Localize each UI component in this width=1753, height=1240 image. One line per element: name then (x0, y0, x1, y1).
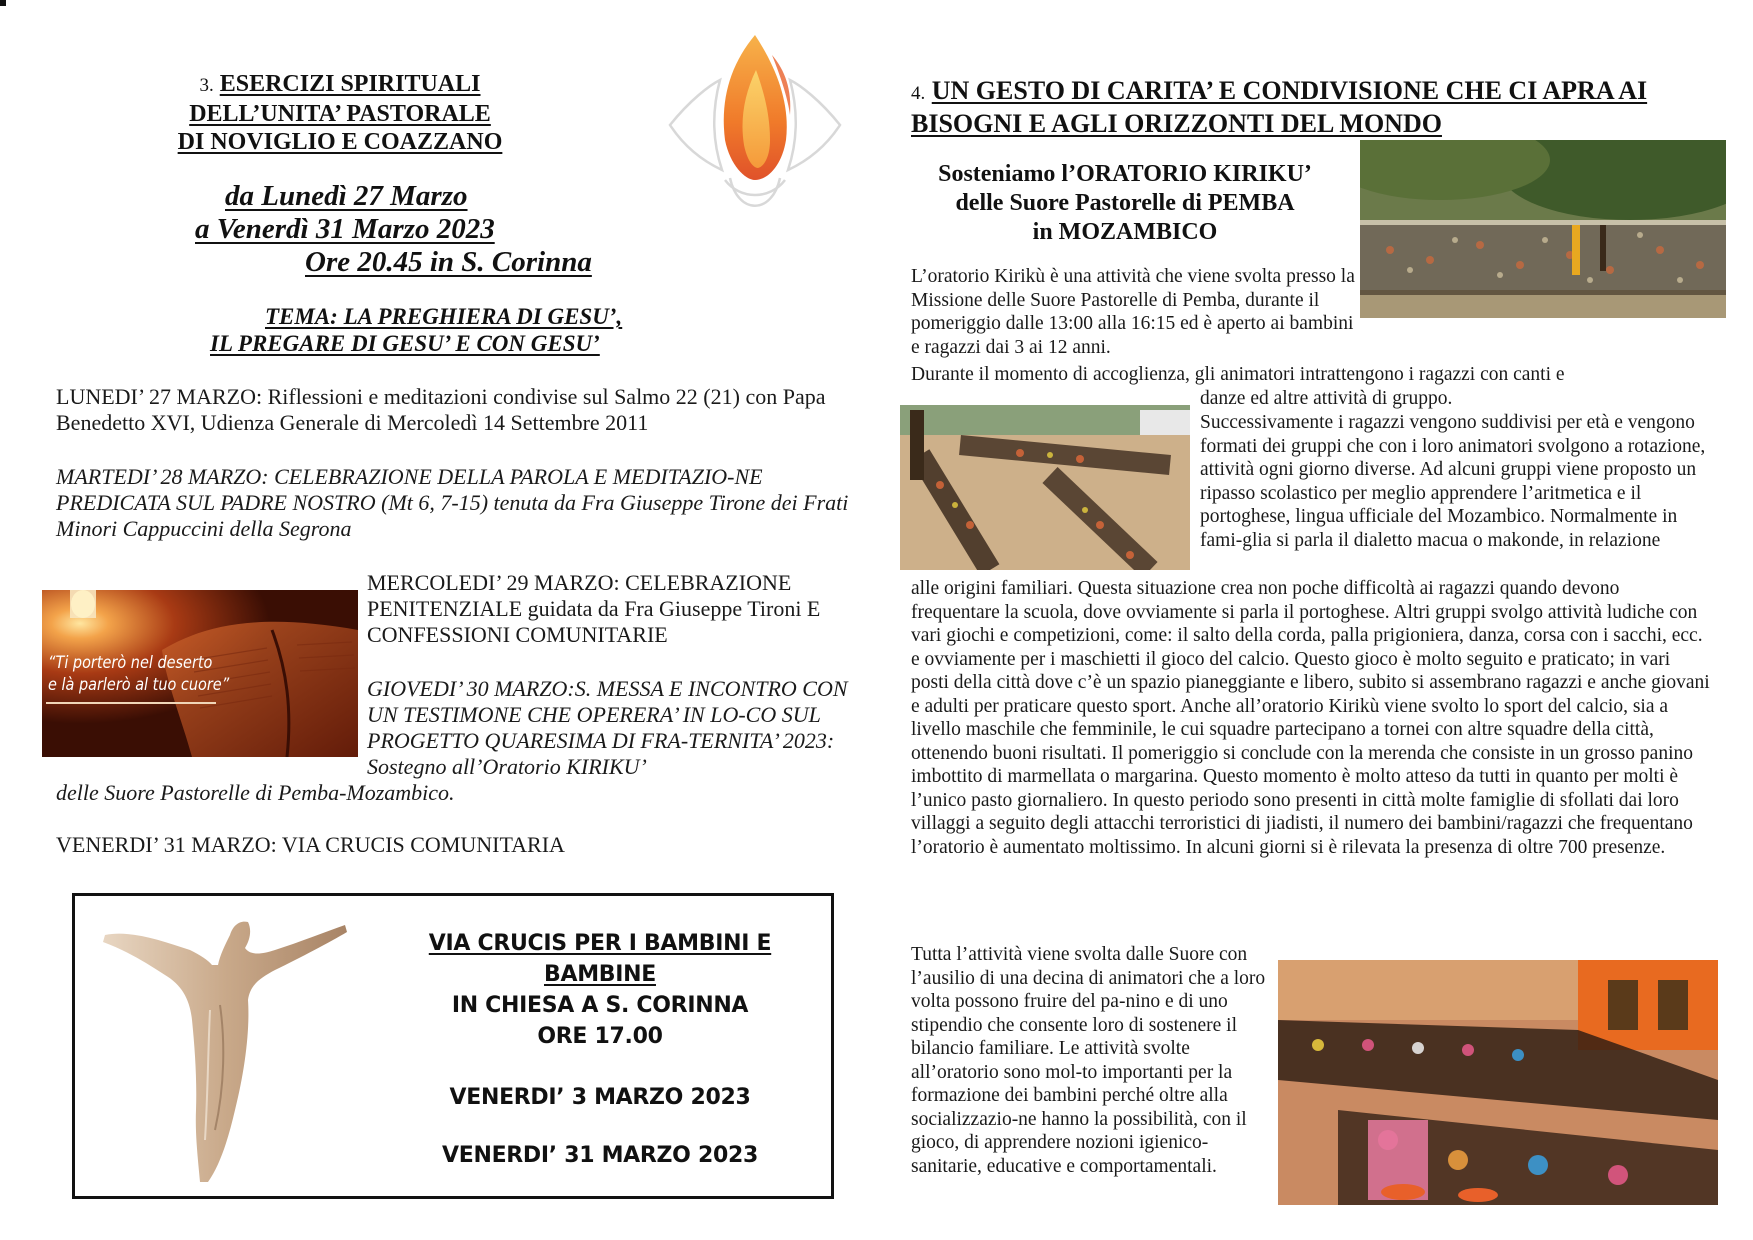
theme-line-2: IL PREGARE DI GESU’ E CON GESU’ (210, 331, 600, 356)
candle-quote (48, 652, 229, 696)
via-crucis-text (370, 928, 830, 1171)
subtitle-line-1: Sosteniamo l’ORATORIO KIRIKU’ (938, 161, 1312, 187)
via-crucis-time: ORE 17.00 (537, 1024, 663, 1049)
crucifix-icon (100, 910, 350, 1185)
body-paragraph-5: Tutta l’attività viene svolta dalle Suore con l’ausilio di una decina di animatori che a loro volta possono fruire del pa-nino e di uno stipendio che consente loro di sostenere il bilancio familiare. Le attività svolte all’oratorio sono mol-to importanti per la formazione dei bambini perché oltre alla socializzazio-ne hanno la possibilità, con il gioco, di apprendere nozioni igienico-sanitarie, educative e comportamentali. (911, 944, 1266, 1177)
body-paragraph-2-continued: danze ed altre attività di gruppo. (1200, 388, 1453, 409)
via-crucis-date-1: VENERDI’ 3 MARZO 2023 (449, 1085, 751, 1110)
section-4-number: 4. (911, 83, 926, 104)
via-crucis-location: IN CHIESA A S. CORINNA (451, 993, 749, 1018)
body-paragraph-3: Successivamente i ragazzi vengono suddivisi per età e vengono formati dei gruppi che con i loro animatori svolgono a rotazione, attività ogni giorno diverse. Ad alcuni gruppi viene proposto un ripasso scolastico per meglio apprendere l’aritmetica e il portoghese, lingua ufficiale del Mozambico. Normalmente in fami-glia si parla il dialetto macua o makonde, in relazione (1200, 412, 1706, 551)
candle-bible-photo (42, 590, 358, 757)
section-3-heading (150, 70, 530, 156)
section-4-heading (911, 76, 1711, 139)
section-3-number: 3. (199, 75, 214, 96)
program-tuesday: MARTEDI’ 28 MARZO: CELEBRAZIONE DELLA PAROLA E MEDITAZIO-NE PREDICATA SUL PADRE NOSTRO (Mt 6, 7-15) tenuta da Fra Giuseppe Tirone dei Frati Minori Cappuccini della Segrona (56, 464, 849, 541)
scan-corner-mark (0, 0, 6, 6)
via-crucis-date-2: VENERDI’ 31 MARZO 2023 (442, 1143, 758, 1168)
time-location: Ore 20.45 in S. Corinna (305, 246, 592, 278)
program-thursday-continued: delle Suore Pastorelle di Pemba-Mozambico. (56, 780, 455, 805)
children-eating-photo (1278, 960, 1718, 1205)
subtitle-line-2: delle Suore Pastorelle di PEMBA (955, 190, 1295, 216)
section-4-title-line-1: UN GESTO DI CARITA’ E CONDIVISIONE CHE CI APRA AI (931, 76, 1648, 105)
body-paragraph-1: L’oratorio Kirikù è una attività che viene svolta presso la Missione delle Suore Pastorelle di Pemba, durante il pomeriggio dalle 13:00 alla 16:15 ed è aperto ai bambini e ragazzi dai 3 ai 12 anni. (911, 266, 1355, 358)
subtitle-line-3: in MOZAMBICO (1032, 219, 1218, 245)
children-rows-image (900, 405, 1190, 570)
theme-line-1: TEMA: LA PREGHIERA DI GESU’, (265, 304, 623, 329)
date-start: da Lunedì 27 Marzo (225, 180, 468, 212)
theme-heading (210, 303, 670, 357)
flame-logo-icon (660, 30, 850, 215)
candle-quote-line-1: “Ti porterò nel deserto (48, 653, 213, 673)
crowd-photo (1360, 140, 1726, 318)
retreat-dates (150, 180, 630, 279)
via-crucis-title: VIA CRUCIS PER I BAMBINI E BAMBINE (428, 931, 772, 987)
program-friday: VENERDI’ 31 MARZO: VIA CRUCIS COMUNITARIA (56, 832, 565, 857)
children-eating-image (1278, 960, 1718, 1205)
oratorio-subtitle (905, 160, 1345, 247)
quote-underline (46, 702, 216, 704)
body-paragraph-2: Durante il momento di accoglienza, gli animatori intrattengono i ragazzi con canti e (911, 364, 1565, 385)
section-3-title-line-3: DI NOVIGLIO E COAZZANO (177, 129, 503, 155)
program-wednesday: MERCOLEDI’ 29 MARZO: CELEBRAZIONE PENITENZIALE guidata da Fra Giuseppe Tironi E CONFESSIONI COMUNITARIE (367, 570, 821, 647)
section-3-title-line-2: DELL’UNITA’ PASTORALE (189, 101, 491, 127)
program-monday: LUNEDI’ 27 MARZO: Riflessioni e meditazioni condivise sul Salmo 22 (21) con Papa Benedetto XVI, Udienza Generale di Mercoledì 14 Settembre 2011 (56, 384, 826, 435)
children-rows-photo (900, 405, 1190, 570)
program-thursday: GIOVEDI’ 30 MARZO:S. MESSA E INCONTRO CON UN TESTIMONE CHE OPERERA’ IN LO-CO SUL PROGETTO QUARESIMA DI FRA-TERNITA’ 2023: Sostegno all’Oratorio KIRIKU’ (367, 676, 848, 779)
section-4-title-line-2: BISOGNI E AGLI ORIZZONTI DEL MONDO (911, 109, 1442, 138)
candle-quote-line-2: e là parlerò al tuo cuore” (48, 675, 230, 695)
crowd-image (1360, 140, 1726, 318)
section-3-title-line-1: ESERCIZI SPIRITUALI (219, 71, 481, 97)
body-paragraph-4: alle origini familiari. Questa situazione crea non poche difficoltà ai ragazzi quando devono frequentare la scuola, dove ovviamente si parla il portoghese. Altri gruppi svolgo attività ludiche con vari giochi e competizioni, come: il salto della corda, palla prigioniera, danza, corsa con i sacchi, ecc. e ovviamente per i maschietti il gioco del calcio. Questo gioco è molto seguito e praticato; in vari posti della città dove c’è un spazio pianeggiante e libero, subito si assembrano ragazzi e anche giovani e adulti per praticare questo sport. Anche all’oratorio Kirikù viene svolto lo sport del calcio, sia a livello maschile che femminile, le cui squadre partecipano a tornei con altre squadre della città, ottenendo buoni risultati. Il pomeriggio si conclude con la merenda che consiste in un grosso panino imbottito di marmellata o margarina. Questo momento è molto atteso da tutti in quanto per molti è l’unico pasto giornaliero. In questo periodo sono presenti in città molte famiglie di sfollati dai loro villaggi a seguito degli attacchi terroristici di jiadisti, il numero dei bambini/ragazzi che frequentano l’oratorio è aumentato moltissimo. In alcuni giorni si è rilevata la presenza di oltre 700 presenze. (911, 578, 1710, 858)
date-end: a Venerdì 31 Marzo 2023 (195, 213, 495, 245)
